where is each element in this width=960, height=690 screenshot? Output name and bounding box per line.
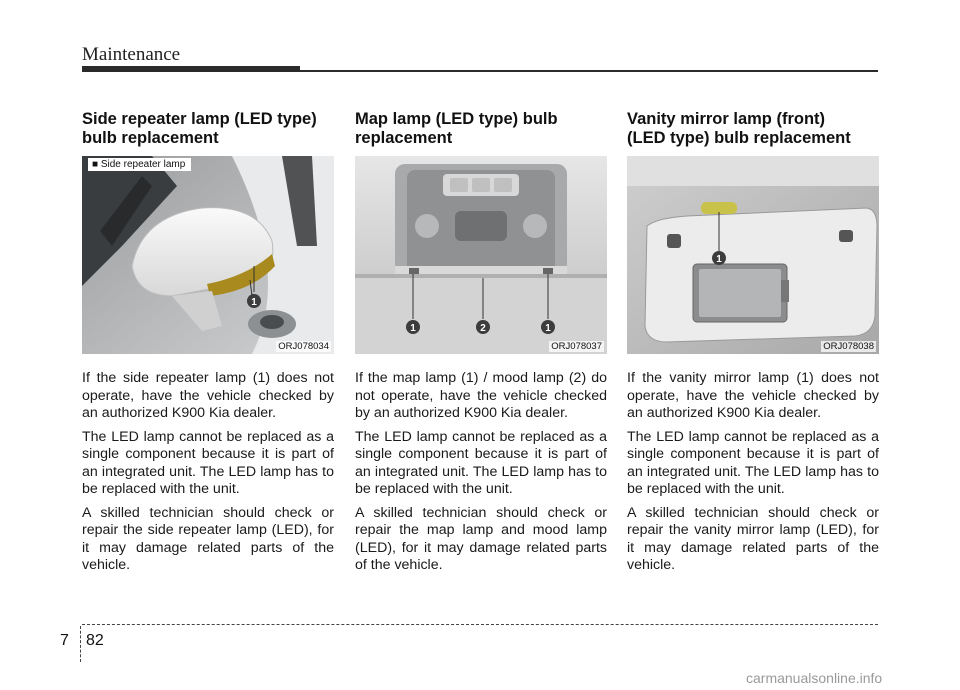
paragraph: The LED lamp cannot be replaced as a single component because it is part of an integrated unit. The LED lamp has to be replaced with the unit. bbox=[627, 428, 879, 497]
figure-vanity-mirror-lamp bbox=[627, 156, 879, 354]
figure-side-repeater-lamp bbox=[82, 156, 334, 354]
paragraph: A skilled technician should check or repair the side repeater lamp (LED), for it may damage related parts of the vehicle. bbox=[82, 504, 334, 573]
section-title-line1: Side repeater lamp (LED type) bbox=[82, 110, 317, 128]
section-title-line2: replacement bbox=[355, 129, 453, 147]
paragraph: If the map lamp (1) / mood lamp (2) do not operate, have the vehicle checked by an authorized K900 Kia dealer. bbox=[355, 370, 607, 421]
page-header-title: Maintenance bbox=[82, 44, 181, 65]
callout-number-right: 1 bbox=[545, 323, 551, 334]
section-title-line1: Map lamp (LED type) bulb bbox=[355, 110, 558, 128]
callout-layer bbox=[82, 156, 334, 354]
figure-code: ORJ078038 bbox=[823, 341, 874, 352]
figure-caption: ■ Side repeater lamp bbox=[88, 158, 191, 171]
chapter-number: 7 bbox=[60, 632, 69, 649]
header-rule-thin bbox=[300, 70, 878, 72]
callout-number-left: 1 bbox=[410, 323, 416, 334]
header-rule-thick bbox=[82, 66, 300, 72]
callout-layer bbox=[355, 156, 607, 354]
section-title-line2: bulb replacement bbox=[82, 129, 219, 147]
footer-divider bbox=[82, 624, 878, 625]
section-title bbox=[355, 110, 607, 150]
figure-map-lamp bbox=[355, 156, 607, 354]
section-title-line2: (LED type) bulb replacement bbox=[627, 129, 851, 147]
section-vanity-mirror-lamp bbox=[627, 110, 879, 581]
watermark: carmanualsonline.info bbox=[746, 670, 883, 686]
figure-code: ORJ078037 bbox=[551, 341, 602, 352]
section-title-line1: Vanity mirror lamp (front) bbox=[627, 110, 826, 128]
callout-number-mid: 2 bbox=[480, 323, 486, 334]
section-body bbox=[627, 370, 879, 575]
callout-layer bbox=[627, 156, 879, 354]
footer-page-separator bbox=[80, 626, 81, 662]
paragraph: If the side repeater lamp (1) does not operate, have the vehicle checked by an authorized K900 Kia dealer. bbox=[82, 370, 334, 421]
section-side-repeater bbox=[82, 110, 334, 581]
section-body bbox=[82, 370, 334, 575]
paragraph: The LED lamp cannot be replaced as a single component because it is part of an integrated unit. The LED lamp has to be replaced with the unit. bbox=[355, 428, 607, 497]
section-title bbox=[82, 110, 334, 150]
section-title bbox=[627, 110, 879, 150]
section-map-lamp bbox=[355, 110, 607, 581]
paragraph: A skilled technician should check or repair the vanity mirror lamp (LED), for it may damage related parts of the vehicle. bbox=[627, 504, 879, 573]
callout-number: 1 bbox=[716, 254, 722, 265]
figure-code: ORJ078034 bbox=[278, 341, 329, 352]
page-number: 82 bbox=[86, 632, 104, 649]
callout-number: 1 bbox=[251, 297, 257, 308]
section-body bbox=[355, 370, 607, 575]
paragraph: The LED lamp cannot be replaced as a single component because it is part of an integrated unit. The LED lamp has to be replaced with the unit. bbox=[82, 428, 334, 497]
paragraph: A skilled technician should check or repair the map lamp and mood lamp (LED), for it may damage related parts of the vehicle. bbox=[355, 504, 607, 573]
paragraph: If the vanity mirror lamp (1) does not operate, have the vehicle checked by an authorized K900 Kia dealer. bbox=[627, 370, 879, 421]
